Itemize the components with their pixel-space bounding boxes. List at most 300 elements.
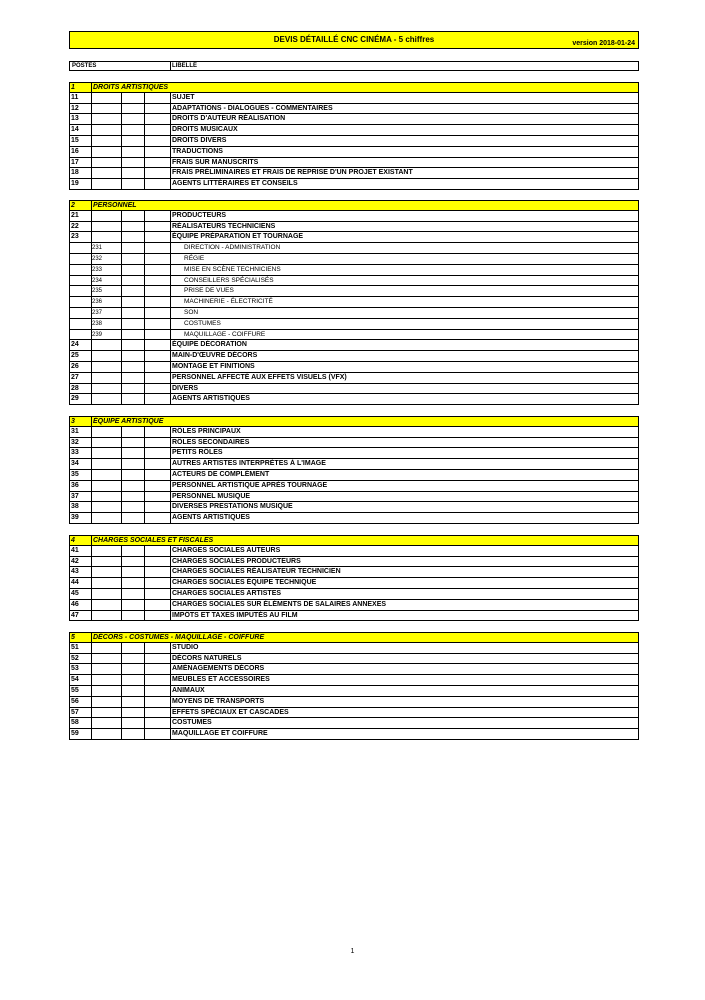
- line-label: FRAIS PRÉLIMINAIRES ET FRAIS DE REPRISE D'UN PROJET EXISTANT: [172, 169, 413, 177]
- cell-divider: [170, 654, 171, 664]
- cell-divider: [170, 286, 171, 296]
- sub-code: 235: [92, 288, 103, 295]
- line-code: 13: [71, 115, 79, 123]
- cell-divider: [170, 222, 171, 232]
- cell-divider: [170, 557, 171, 567]
- line-label: AGENTS ARTISTIQUES: [172, 514, 250, 522]
- cell-divider: [121, 179, 122, 189]
- line-code: 32: [71, 438, 79, 446]
- line-row: [69, 147, 639, 158]
- cell-divider: [170, 265, 171, 275]
- sub-line-row: [69, 243, 639, 254]
- cell-divider: [170, 330, 171, 340]
- line-code: 38: [71, 503, 79, 511]
- section-code: 3: [71, 418, 75, 425]
- line-row: [69, 589, 639, 600]
- cell-divider: [121, 362, 122, 372]
- cell-divider: [121, 708, 122, 718]
- cell-divider: [144, 427, 145, 437]
- cell-divider: [170, 459, 171, 469]
- line-row: [69, 546, 639, 557]
- line-label: SUJET: [172, 93, 195, 101]
- cell-divider: [170, 708, 171, 718]
- line-row: [69, 502, 639, 513]
- line-code: 55: [71, 686, 79, 694]
- line-row: [69, 427, 639, 438]
- cell-divider: [170, 147, 171, 157]
- line-row: [69, 643, 639, 654]
- cell-divider: [121, 114, 122, 124]
- line-code: 41: [71, 546, 79, 554]
- cell-divider: [121, 470, 122, 480]
- line-label: PERSONNEL AFFECTÉ AUX EFFETS VISUELS (VFX): [172, 373, 347, 381]
- cell-divider: [144, 546, 145, 556]
- line-code: 22: [71, 222, 79, 230]
- title-banner: [69, 31, 639, 49]
- line-label: STUDIO: [172, 643, 199, 651]
- cell-divider: [170, 546, 171, 556]
- cell-divider: [121, 340, 122, 350]
- cell-divider: [121, 481, 122, 491]
- line-label: CHARGES SOCIALES RÉALISATEUR TECHNICIEN: [172, 568, 341, 576]
- sub-line-row: [69, 276, 639, 287]
- sub-line-row: [69, 265, 639, 276]
- line-label: AGENTS LITTÉRAIRES ET CONSEILS: [172, 180, 298, 188]
- line-code: 23: [71, 233, 79, 241]
- cell-divider: [144, 104, 145, 114]
- line-label: COSTUMES: [172, 719, 212, 727]
- line-row: [69, 222, 639, 233]
- cell-divider: [121, 664, 122, 674]
- line-code: 12: [71, 104, 79, 112]
- line-code: 58: [71, 719, 79, 727]
- line-label: CHARGES SOCIALES SUR ÉLÉMENTS DE SALAIRES ANNEXES: [172, 600, 387, 608]
- line-row: [69, 729, 639, 740]
- cell-divider: [144, 373, 145, 383]
- cell-divider: [144, 340, 145, 350]
- cell-divider: [121, 600, 122, 610]
- document-title: DEVIS DÉTAILLÉ CNC CINÉMA - 5 chiffres: [273, 35, 435, 44]
- cell-divider: [170, 373, 171, 383]
- column-header-row: [69, 61, 639, 71]
- cell-divider: [144, 297, 145, 307]
- line-label: COSTUMES: [184, 319, 221, 327]
- sub-code: 232: [92, 255, 103, 262]
- cell-divider: [170, 589, 171, 599]
- line-row: [69, 600, 639, 611]
- line-label: DIRECTION - ADMINISTRATION: [184, 244, 281, 252]
- cell-divider: [121, 611, 122, 621]
- cell-divider: [144, 718, 145, 728]
- line-code: 24: [71, 341, 79, 349]
- cell-divider: [121, 448, 122, 458]
- cell-divider: [170, 340, 171, 350]
- line-row: [69, 708, 639, 719]
- cell-divider: [121, 513, 122, 523]
- cell-divider: [144, 179, 145, 189]
- sub-code: 237: [92, 309, 103, 316]
- line-label: PERSONNEL MUSIQUE: [172, 492, 251, 500]
- cell-divider: [144, 93, 145, 103]
- cell-divider: [170, 686, 171, 696]
- section-header: [69, 535, 639, 546]
- line-label: RÔLES SECONDAIRES: [172, 438, 250, 446]
- line-code: 17: [71, 158, 79, 166]
- line-label: AGENTS ARTISTIQUES: [172, 395, 250, 403]
- cell-divider: [170, 567, 171, 577]
- sub-code: 234: [92, 277, 103, 284]
- line-code: 52: [71, 654, 79, 662]
- cell-divider: [144, 611, 145, 621]
- line-row: [69, 114, 639, 125]
- cell-divider: [121, 427, 122, 437]
- line-row: [69, 438, 639, 449]
- line-row: [69, 664, 639, 675]
- cell-divider: [144, 557, 145, 567]
- section-name: PERSONNEL: [93, 202, 137, 209]
- cell-divider: [121, 492, 122, 502]
- section-name: ÉQUIPE ARTISTIQUE: [93, 418, 164, 425]
- cell-divider: [170, 211, 171, 221]
- cell-divider: [121, 125, 122, 135]
- cell-divider: [121, 697, 122, 707]
- line-code: 35: [71, 470, 79, 478]
- cell-divider: [144, 654, 145, 664]
- cell-divider: [144, 600, 145, 610]
- section-3: [69, 416, 639, 524]
- line-label: ADAPTATIONS - DIALOGUES - COMMENTAIRES: [172, 104, 333, 112]
- cell-divider: [170, 104, 171, 114]
- cell-divider: [170, 168, 171, 178]
- cell-divider: [144, 664, 145, 674]
- section-5: [69, 632, 639, 740]
- line-row: [69, 481, 639, 492]
- cell-divider: [144, 675, 145, 685]
- section-1: [69, 82, 639, 190]
- line-label: DIVERS: [172, 384, 199, 392]
- cell-divider: [170, 578, 171, 588]
- line-row: [69, 675, 639, 686]
- cell-divider: [144, 114, 145, 124]
- cell-divider: [170, 427, 171, 437]
- line-code: 31: [71, 427, 79, 435]
- cell-divider: [144, 222, 145, 232]
- line-row: [69, 654, 639, 665]
- cell-divider: [144, 448, 145, 458]
- section-code: 2: [71, 202, 75, 209]
- line-label: MAQUILLAGE ET COIFFURE: [172, 730, 268, 738]
- cell-divider: [121, 243, 122, 253]
- line-row: [69, 578, 639, 589]
- line-code: 51: [71, 643, 79, 651]
- cell-divider: [170, 502, 171, 512]
- cell-divider: [121, 222, 122, 232]
- cell-divider: [170, 351, 171, 361]
- cell-divider: [121, 394, 122, 404]
- line-row: [69, 340, 639, 351]
- cell-divider: [121, 373, 122, 383]
- section-code: 1: [71, 84, 75, 91]
- cell-divider: [121, 254, 122, 264]
- cell-divider: [170, 729, 171, 739]
- cell-divider: [170, 718, 171, 728]
- cell-divider: [144, 308, 145, 318]
- line-label: SON: [184, 308, 199, 316]
- cell-divider: [144, 351, 145, 361]
- line-code: 43: [71, 568, 79, 576]
- line-row: [69, 492, 639, 503]
- line-label: MAQUILLAGE - COIFFURE: [184, 330, 266, 338]
- line-label: DROITS MUSICAUX: [172, 126, 238, 134]
- cell-divider: [144, 168, 145, 178]
- cell-divider: [170, 438, 171, 448]
- line-label: PETITS RÔLES: [172, 449, 223, 457]
- cell-divider: [121, 578, 122, 588]
- line-row: [69, 686, 639, 697]
- cell-divider: [121, 567, 122, 577]
- section-header: [69, 82, 639, 93]
- line-code: 19: [71, 180, 79, 188]
- line-code: 15: [71, 136, 79, 144]
- cell-divider: [144, 147, 145, 157]
- cell-divider: [144, 686, 145, 696]
- cell-divider: [170, 179, 171, 189]
- section-2: [69, 200, 639, 405]
- cell-divider: [144, 470, 145, 480]
- cell-divider: [170, 276, 171, 286]
- line-row: [69, 513, 639, 524]
- cell-divider: [170, 643, 171, 653]
- line-code: 16: [71, 147, 79, 155]
- cell-divider: [144, 567, 145, 577]
- line-label: MACHINERIE - ÉLECTRICITÉ: [184, 298, 273, 306]
- sub-line-row: [69, 319, 639, 330]
- cell-divider: [144, 362, 145, 372]
- cell-divider: [144, 158, 145, 168]
- cell-divider: [144, 394, 145, 404]
- line-code: 14: [71, 126, 79, 134]
- line-label: ÉQUIPE DÉCORATION: [172, 341, 247, 349]
- line-label: CHARGES SOCIALES AUTEURS: [172, 546, 281, 554]
- line-row: [69, 211, 639, 222]
- column-divider: [170, 62, 171, 70]
- cell-divider: [121, 168, 122, 178]
- cell-divider: [144, 276, 145, 286]
- cell-divider: [170, 93, 171, 103]
- sub-code: 236: [92, 299, 103, 306]
- line-code: 26: [71, 362, 79, 370]
- cell-divider: [170, 513, 171, 523]
- cell-divider: [144, 265, 145, 275]
- cell-divider: [170, 384, 171, 394]
- sub-code: 239: [92, 331, 103, 338]
- line-label: CHARGES SOCIALES ÉQUIPE TECHNIQUE: [172, 579, 317, 587]
- line-code: 25: [71, 352, 79, 360]
- line-row: [69, 232, 639, 243]
- line-label: ACTEURS DE COMPLÉMENT: [172, 470, 270, 478]
- line-label: PRISE DE VUES: [184, 287, 234, 295]
- line-label: DROITS D'AUTEUR RÉALISATION: [172, 115, 286, 123]
- line-label: IMPÔTS ET TAXES IMPUTÉS AU FILM: [172, 611, 298, 619]
- line-row: [69, 168, 639, 179]
- cell-divider: [170, 664, 171, 674]
- cell-divider: [144, 232, 145, 242]
- sub-code: 233: [92, 266, 103, 273]
- cell-divider: [144, 513, 145, 523]
- line-code: 42: [71, 557, 79, 565]
- cell-divider: [144, 481, 145, 491]
- cell-divider: [121, 459, 122, 469]
- cell-divider: [170, 675, 171, 685]
- cell-divider: [121, 286, 122, 296]
- line-code: 54: [71, 676, 79, 684]
- cell-divider: [170, 600, 171, 610]
- line-label: RÉALISATEURS TECHNICIENS: [172, 222, 276, 230]
- line-row: [69, 697, 639, 708]
- cell-divider: [144, 643, 145, 653]
- line-code: 36: [71, 481, 79, 489]
- section-code: 5: [71, 634, 75, 641]
- cell-divider: [144, 136, 145, 146]
- cell-divider: [144, 697, 145, 707]
- cell-divider: [144, 438, 145, 448]
- cell-divider: [144, 254, 145, 264]
- section-name: DROITS ARTISTIQUES: [93, 84, 169, 91]
- line-label: RÉGIE: [184, 254, 205, 262]
- line-label: ANIMAUX: [172, 686, 205, 694]
- cell-divider: [121, 232, 122, 242]
- line-label: MISE EN SCÈNE TECHNICIENS: [184, 265, 281, 273]
- line-row: [69, 362, 639, 373]
- cell-divider: [121, 147, 122, 157]
- line-row: [69, 448, 639, 459]
- line-label: EFFETS SPÉCIAUX ET CASCADES: [172, 708, 289, 716]
- line-code: 11: [71, 93, 79, 101]
- line-label: TRADUCTIONS: [172, 147, 223, 155]
- sub-line-row: [69, 308, 639, 319]
- cell-divider: [121, 686, 122, 696]
- line-code: 34: [71, 460, 79, 468]
- cell-divider: [144, 243, 145, 253]
- section-4: [69, 535, 639, 621]
- cell-divider: [121, 643, 122, 653]
- cell-divider: [170, 232, 171, 242]
- line-label: CONSEILLERS SPÉCIALISÉS: [184, 276, 274, 284]
- cell-divider: [144, 578, 145, 588]
- cell-divider: [170, 308, 171, 318]
- section-name: CHARGES SOCIALES ET FISCALES: [93, 537, 214, 544]
- cell-divider: [121, 211, 122, 221]
- line-row: [69, 373, 639, 384]
- line-row: [69, 384, 639, 395]
- line-code: 27: [71, 373, 79, 381]
- line-code: 39: [71, 514, 79, 522]
- line-row: [69, 158, 639, 169]
- line-row: [69, 93, 639, 104]
- cell-divider: [144, 211, 145, 221]
- cell-divider: [144, 502, 145, 512]
- cell-divider: [170, 125, 171, 135]
- section-code: 4: [71, 537, 75, 544]
- line-code: 45: [71, 589, 79, 597]
- cell-divider: [170, 297, 171, 307]
- line-label: ÉQUIPE PRÉPARATION ET TOURNAGE: [172, 233, 304, 241]
- line-code: 21: [71, 211, 79, 219]
- cell-divider: [121, 158, 122, 168]
- line-row: [69, 104, 639, 115]
- cell-divider: [121, 557, 122, 567]
- line-label: MOYENS DE TRANSPORTS: [172, 697, 265, 705]
- cell-divider: [170, 136, 171, 146]
- cell-divider: [144, 729, 145, 739]
- cell-divider: [144, 330, 145, 340]
- cell-divider: [121, 308, 122, 318]
- line-label: PRODUCTEURS: [172, 211, 227, 219]
- line-code: 46: [71, 600, 79, 608]
- sub-line-row: [69, 297, 639, 308]
- cell-divider: [121, 438, 122, 448]
- section-header: [69, 200, 639, 211]
- sub-code: 231: [92, 245, 103, 252]
- line-label: FRAIS SUR MANUSCRITS: [172, 158, 259, 166]
- cell-divider: [170, 114, 171, 124]
- column-postes: POSTES: [72, 63, 97, 69]
- cell-divider: [144, 492, 145, 502]
- cell-divider: [121, 104, 122, 114]
- cell-divider: [144, 708, 145, 718]
- cell-divider: [121, 136, 122, 146]
- line-label: PERSONNEL ARTISTIQUE APRÈS TOURNAGE: [172, 481, 328, 489]
- line-row: [69, 394, 639, 405]
- cell-divider: [144, 125, 145, 135]
- cell-divider: [121, 546, 122, 556]
- cell-divider: [170, 319, 171, 329]
- line-code: 33: [71, 449, 79, 457]
- cell-divider: [121, 654, 122, 664]
- line-label: CHARGES SOCIALES PRODUCTEURS: [172, 557, 301, 565]
- cell-divider: [170, 481, 171, 491]
- line-row: [69, 459, 639, 470]
- cell-divider: [121, 384, 122, 394]
- sub-line-row: [69, 254, 639, 265]
- cell-divider: [121, 330, 122, 340]
- version-label: version 2018-01-24: [572, 40, 635, 47]
- line-label: AUTRES ARTISTES INTERPRÈTES À L'IMAGE: [172, 460, 326, 468]
- line-code: 37: [71, 492, 79, 500]
- line-row: [69, 179, 639, 190]
- line-row: [69, 351, 639, 362]
- line-row: [69, 125, 639, 136]
- cell-divider: [170, 448, 171, 458]
- line-code: 18: [71, 169, 79, 177]
- column-libelle: LIBELLÉ: [172, 63, 197, 69]
- line-code: 57: [71, 708, 79, 716]
- cell-divider: [170, 470, 171, 480]
- line-label: DROITS DIVERS: [172, 136, 227, 144]
- line-label: AMÉNAGEMENTS DÉCORS: [172, 665, 265, 673]
- cell-divider: [170, 611, 171, 621]
- cell-divider: [144, 459, 145, 469]
- cell-divider: [170, 362, 171, 372]
- section-name: DÉCORS - COSTUMES - MAQUILLAGE - COIFFURE: [93, 634, 265, 641]
- cell-divider: [170, 243, 171, 253]
- line-row: [69, 611, 639, 622]
- cell-divider: [170, 697, 171, 707]
- sub-line-row: [69, 286, 639, 297]
- cell-divider: [121, 675, 122, 685]
- line-row: [69, 567, 639, 578]
- line-code: 44: [71, 579, 79, 587]
